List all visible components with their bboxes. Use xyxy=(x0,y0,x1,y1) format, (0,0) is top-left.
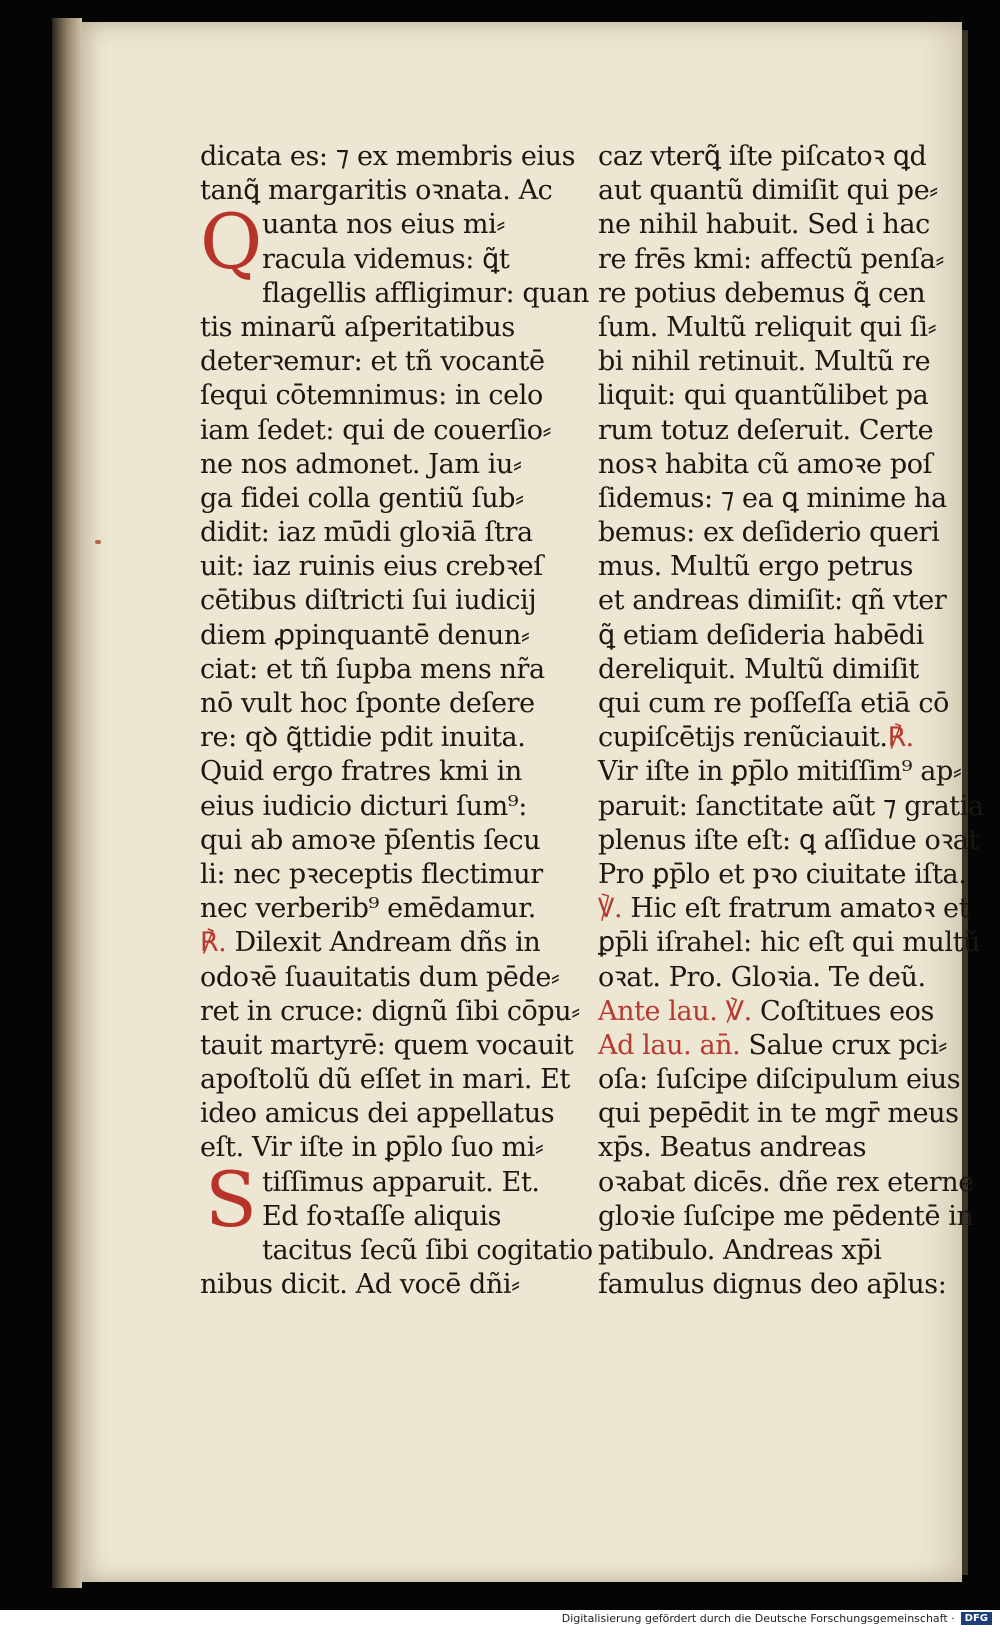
text-line: diem ꝓpinquantē denun⸗ xyxy=(200,619,530,651)
footer-credit xyxy=(562,1608,992,1628)
text-line: dereliquit. Multũ dimiſit xyxy=(598,653,919,685)
text-line: rum totuz deſeruit. Certe xyxy=(598,414,934,446)
text-line: qui pepēdit in te mgr̄ meus xyxy=(598,1098,959,1130)
text-span: cupiſcētijs renũciauit. xyxy=(598,722,888,754)
text-line: plenus iſte eſt: ꝗ aſſidue oꝛat xyxy=(598,824,979,856)
text-line: patibulo. Andreas xp̄i xyxy=(598,1235,882,1266)
text-line: didit: iaz mūdi gloꝛiā ſtra xyxy=(200,517,533,549)
dfg-logo: DFG xyxy=(961,1612,992,1625)
text-line: oꝛabat dicēs. dñe rex eterne xyxy=(598,1166,974,1198)
text-line: nibus dicit. Ad vocē dñi⸗ xyxy=(200,1269,520,1301)
book-binding-edge xyxy=(52,18,82,1588)
text-span: Dilexit Andream dñs in xyxy=(234,927,541,959)
text-line: Pro ꝑp̄lo et pꝛo ciuitate iſta. xyxy=(598,858,967,890)
decorated-initial-q: Q xyxy=(200,197,263,287)
text-line: ꝑp̄li iſrahel: hic eſt qui multũ xyxy=(598,927,981,959)
text-line: bemus: ex deſiderio queri xyxy=(598,517,940,549)
text-line: tacitus ſecũ ſibi cogitatio xyxy=(262,1235,593,1266)
rubric-ad-laudes: Ad lau. an̄. xyxy=(598,1029,741,1061)
text-line: flagellis affligimur: quan xyxy=(262,277,589,309)
text-line: ideo amicus dei appellatus xyxy=(200,1098,555,1130)
text-line: oſa: ſuſcipe diſcipulum eius xyxy=(598,1064,961,1096)
rubric-ante-laudes: Ante lau. ℣. xyxy=(598,995,752,1027)
text-line: odoꝛē ſuauitatis dum pēde⸗ xyxy=(200,961,560,993)
rubric-versicle: ℣. xyxy=(598,893,623,925)
text-span: Hic eſt fratrum amatoꝛ et xyxy=(630,893,970,925)
text-span: Salue crux pci⸗ xyxy=(748,1029,947,1061)
text-line: re: qꝺ ꝗ̃ttidie pdit inuita. xyxy=(200,722,526,754)
text-line: ꝗ̃ etiam deſideria habēdi xyxy=(598,619,924,651)
text-line: qui cum re poſſeſſa etiā cō xyxy=(598,688,949,719)
text-line: eius iudicio dicturi ſum⁹: xyxy=(200,790,527,822)
text-line: nosꝛ habita cũ amoꝛe poſ xyxy=(598,448,933,480)
text-line: ſidemus: ⁊ ea ꝗ minime ha xyxy=(598,482,947,514)
text-line: gloꝛie ſuſcipe me pēdentē in xyxy=(598,1200,974,1232)
text-line: apoſtolũ dũ eſſet in mari. Et xyxy=(200,1064,570,1096)
text-line: ga fidei colla gentiũ ſub⸗ xyxy=(200,482,524,514)
text-line xyxy=(598,721,970,755)
text-line: liquit: qui quantũlibet pa xyxy=(598,380,929,412)
text-line: famulus dignus deo ap̄lus: xyxy=(598,1269,947,1301)
text-line: paruit: ſanctitate aũt ⁊ gratia xyxy=(598,790,984,822)
text-line: nec verberib⁹ emēdamur. xyxy=(200,893,536,925)
text-line: iam ſedet: qui de couerſio⸗ xyxy=(200,414,552,446)
text-line xyxy=(200,1131,570,1165)
text-line: cētibus diſtricti ſui iudicij xyxy=(200,585,537,617)
text-line: mus. Multũ ergo petrus xyxy=(598,551,913,583)
text-line: ne nos admonet. Jam iu⸗ xyxy=(200,448,522,480)
text-line: ſum. Multũ reliquit qui ſi⸗ xyxy=(598,311,937,343)
text-line: tis minarũ aſperitatibus xyxy=(200,311,515,343)
text-line: ciat: et tñ ſupba mens nr̃a xyxy=(200,653,545,685)
text-line: qui ab amoꝛe p̄ſentis ſecu xyxy=(200,824,541,856)
text-line: racula videmus: ꝗ̃t xyxy=(262,243,510,275)
text-line xyxy=(598,995,970,1029)
text-line: deterꝛemur: et tñ vocantē xyxy=(200,346,545,378)
text-span: Coſtitues eos xyxy=(760,995,934,1027)
text-line xyxy=(598,1029,970,1063)
text-line: re frēs kmi: affectũ penſa⸗ xyxy=(598,243,945,275)
text-line: ſequi cōtemnimus: in celo xyxy=(200,380,543,412)
text-line: tauit martyrē: quem vocauit xyxy=(200,1029,574,1061)
text-line: caz vterꝗ̃ iſte piſcatoꝛ ꝗd xyxy=(598,141,927,172)
left-text-column xyxy=(200,140,593,1302)
text-line: ret in cruce: dignũ ſibi cōpu⸗ xyxy=(200,995,580,1027)
right-text-column xyxy=(598,140,984,1302)
text-line: et andreas dimiſit: qñ vter xyxy=(598,585,947,617)
text-line: aut quantũ dimiſit qui pe⸗ xyxy=(598,175,938,207)
text-line: tiſſimus apparuit. Et. xyxy=(262,1166,540,1198)
text-span: xp̄s. Beatus andreas xyxy=(598,1132,867,1164)
text-line: re potius debemus ꝗ̃ cen xyxy=(598,277,926,309)
text-line: uanta nos eius mi⸗ xyxy=(262,209,505,241)
text-span: eſt. Vir iſte in ꝑp̄lo ſuo mi⸗ xyxy=(200,1132,544,1164)
text-line xyxy=(598,1131,970,1165)
text-line: bi nihil retinuit. Multũ re xyxy=(598,346,931,378)
text-line: dicata es: ⁊ ex membris eius xyxy=(200,141,576,172)
footer-text: Digitalisierung gefördert durch die Deutsche Forschungsgemeinschaft · xyxy=(561,1611,955,1625)
text-line: ne nihil habuit. Sed i hac xyxy=(598,209,930,241)
decorated-initial-s: S xyxy=(204,1154,258,1244)
text-line: oꝛat. Pro. Gloꝛia. Te deũ. xyxy=(598,961,926,993)
text-line: tanꝗ̃ margaritis oꝛnata. Ac xyxy=(200,175,553,207)
text-line: nō vult hoc ſponte deſere xyxy=(200,688,535,719)
text-line: uit: iaz ruinis eius crebꝛeſ xyxy=(200,551,543,583)
text-line xyxy=(598,892,970,926)
text-line xyxy=(200,926,570,960)
rubric-responsory: ℟. xyxy=(887,722,914,754)
rubric-responsory: ℟. xyxy=(200,927,227,959)
text-line: li: nec pꝛeceptis flectimur xyxy=(200,858,543,890)
text-line: Vir iſte in ꝑp̄lo mitiſſim⁹ ap⸗ xyxy=(598,756,962,788)
ink-spot xyxy=(95,540,101,544)
text-line: Quid ergo fratres kmi in xyxy=(200,756,522,788)
text-line: Ed foꝛtaſſe aliquis xyxy=(262,1200,502,1232)
